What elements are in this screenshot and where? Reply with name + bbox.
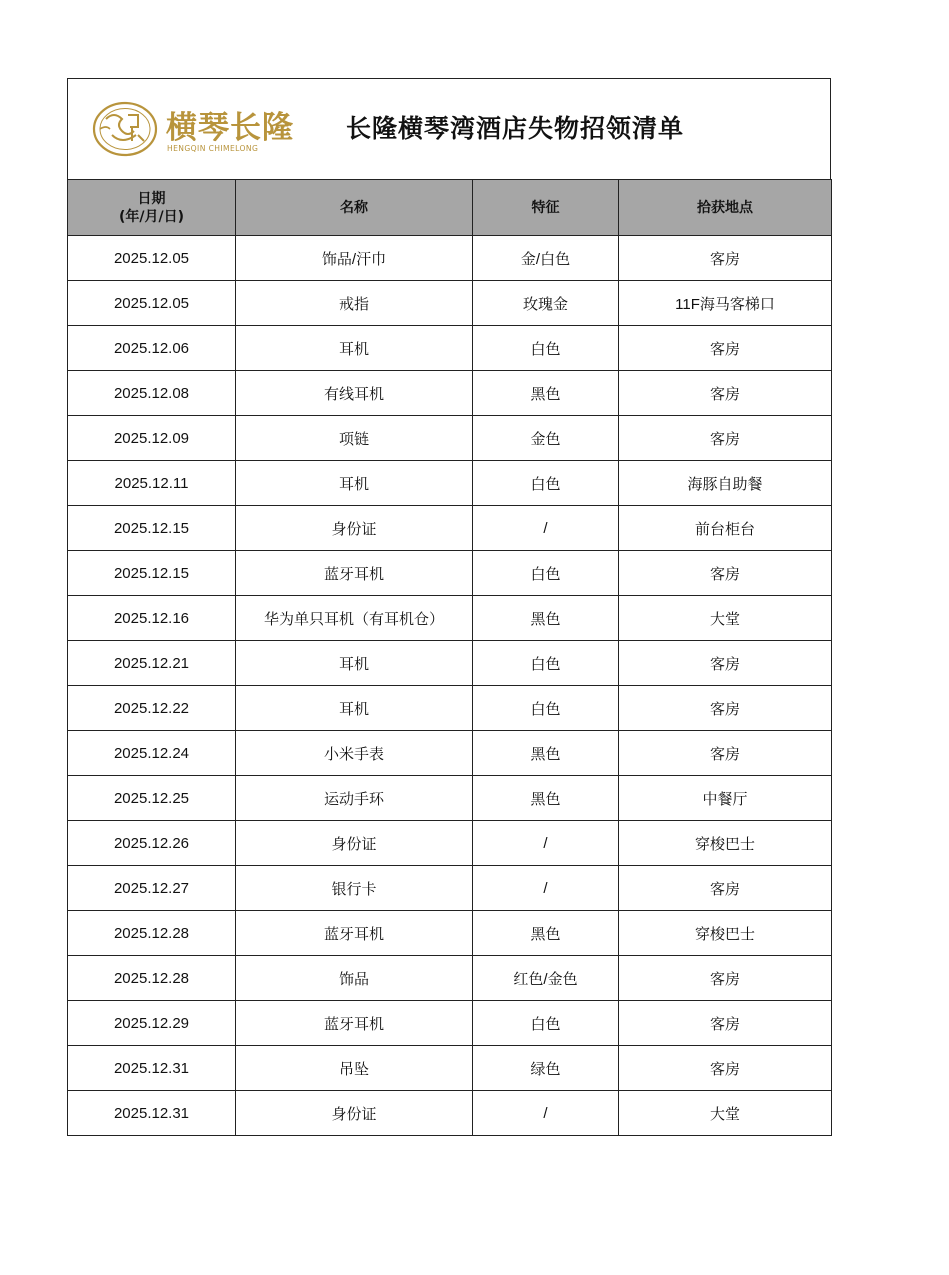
cell-feature: 黑色 [473,911,619,956]
cell-item-name: 耳机 [236,641,473,686]
cell-date: 2025.12.22 [68,686,236,731]
cell-item-name: 运动手环 [236,776,473,821]
chimelong-logo [92,101,317,157]
cell-location: 客房 [619,866,832,911]
cell-feature: 玫瑰金 [473,281,619,326]
cell-location: 大堂 [619,1091,832,1136]
cell-location: 大堂 [619,596,832,641]
cell-location: 客房 [619,1046,832,1091]
cell-location: 客房 [619,641,832,686]
cell-location: 客房 [619,326,832,371]
cell-item-name: 身份证 [236,821,473,866]
table-row [68,641,832,686]
cell-feature: 红色/金色 [473,956,619,1001]
cell-item-name: 蓝牙耳机 [236,911,473,956]
cell-location: 前台柜台 [619,506,832,551]
cell-location: 客房 [619,731,832,776]
table-row [68,1046,832,1091]
cell-feature: 黑色 [473,371,619,416]
cell-item-name: 华为单只耳机（有耳机仓） [236,596,473,641]
cell-location: 穿梭巴士 [619,911,832,956]
cell-date: 2025.12.06 [68,326,236,371]
cell-location: 中餐厅 [619,776,832,821]
cell-date: 2025.12.26 [68,821,236,866]
table-row [68,416,832,461]
table-row [68,911,832,956]
cell-location: 客房 [619,551,832,596]
cell-date: 2025.12.24 [68,731,236,776]
cell-item-name: 蓝牙耳机 [236,551,473,596]
cell-feature: 白色 [473,461,619,506]
cell-feature: / [473,1091,619,1136]
table-row [68,1091,832,1136]
cell-date: 2025.12.25 [68,776,236,821]
cell-date: 2025.12.29 [68,1001,236,1046]
cell-location: 海豚自助餐 [619,461,832,506]
column-header-date-line2: (年/月/日) [118,208,185,225]
cell-location: 11F海马客梯口 [619,281,832,326]
table-row [68,1001,832,1046]
cell-date: 2025.12.05 [68,281,236,326]
cell-feature: / [473,506,619,551]
cell-feature: 白色 [473,551,619,596]
cell-location: 客房 [619,236,832,281]
cell-item-name: 有线耳机 [236,371,473,416]
cell-item-name: 蓝牙耳机 [236,1001,473,1046]
cell-item-name: 小米手表 [236,731,473,776]
table-row [68,326,832,371]
cell-date: 2025.12.21 [68,641,236,686]
cell-feature: 白色 [473,686,619,731]
table-row [68,371,832,416]
cell-feature: 白色 [473,641,619,686]
cell-item-name: 饰品/汗巾 [236,236,473,281]
cell-date: 2025.12.31 [68,1046,236,1091]
table-row [68,236,832,281]
cell-date: 2025.12.08 [68,371,236,416]
cell-feature: 白色 [473,326,619,371]
cell-feature: 金/白色 [473,236,619,281]
cell-item-name: 项链 [236,416,473,461]
table-row [68,551,832,596]
cell-date: 2025.12.27 [68,866,236,911]
cell-item-name: 耳机 [236,686,473,731]
lost-items-table [67,179,832,1136]
cell-location: 客房 [619,956,832,1001]
cell-feature: 金色 [473,416,619,461]
column-header-feature: 特征 [473,180,619,236]
title-band [67,78,831,179]
table-row [68,821,832,866]
table-row [68,731,832,776]
table-header-row [68,180,832,236]
cell-feature: 黑色 [473,731,619,776]
cell-feature: 绿色 [473,1046,619,1091]
logo-text-cn: 横琴长隆 [166,110,294,146]
cell-date: 2025.12.28 [68,911,236,956]
cell-date: 2025.12.28 [68,956,236,1001]
cell-item-name: 耳机 [236,326,473,371]
cell-item-name: 身份证 [236,506,473,551]
lost-and-found-sheet [67,78,831,1136]
cell-location: 穿梭巴士 [619,821,832,866]
table-row [68,281,832,326]
cell-date: 2025.12.05 [68,236,236,281]
cell-feature: / [473,821,619,866]
cell-item-name: 耳机 [236,461,473,506]
column-header-location: 拾获地点 [619,180,832,236]
cell-item-name: 戒指 [236,281,473,326]
cell-location: 客房 [619,1001,832,1046]
cell-item-name: 银行卡 [236,866,473,911]
logo-text-en: HENGQIN CHIMELONG [167,144,259,153]
cell-date: 2025.12.11 [68,461,236,506]
column-header-date-line1: 日期 [137,190,166,207]
cell-date: 2025.12.15 [68,506,236,551]
table-row [68,461,832,506]
table-row [68,596,832,641]
table-row [68,506,832,551]
cell-feature: 黑色 [473,776,619,821]
column-header-date [68,180,236,236]
cell-date: 2025.12.16 [68,596,236,641]
cell-location: 客房 [619,686,832,731]
cell-date: 2025.12.15 [68,551,236,596]
table-row [68,866,832,911]
cell-item-name: 身份证 [236,1091,473,1136]
table-row [68,956,832,1001]
cell-date: 2025.12.31 [68,1091,236,1136]
cell-feature: 黑色 [473,596,619,641]
table-row [68,776,832,821]
cell-item-name: 饰品 [236,956,473,1001]
column-header-name: 名称 [236,180,473,236]
table-row [68,686,832,731]
cell-date: 2025.12.09 [68,416,236,461]
cell-feature: 白色 [473,1001,619,1046]
cell-location: 客房 [619,416,832,461]
page-title: 长隆横琴湾酒店失物招领清单 [346,114,685,143]
cell-feature: / [473,866,619,911]
cell-location: 客房 [619,371,832,416]
cell-item-name: 吊坠 [236,1046,473,1091]
